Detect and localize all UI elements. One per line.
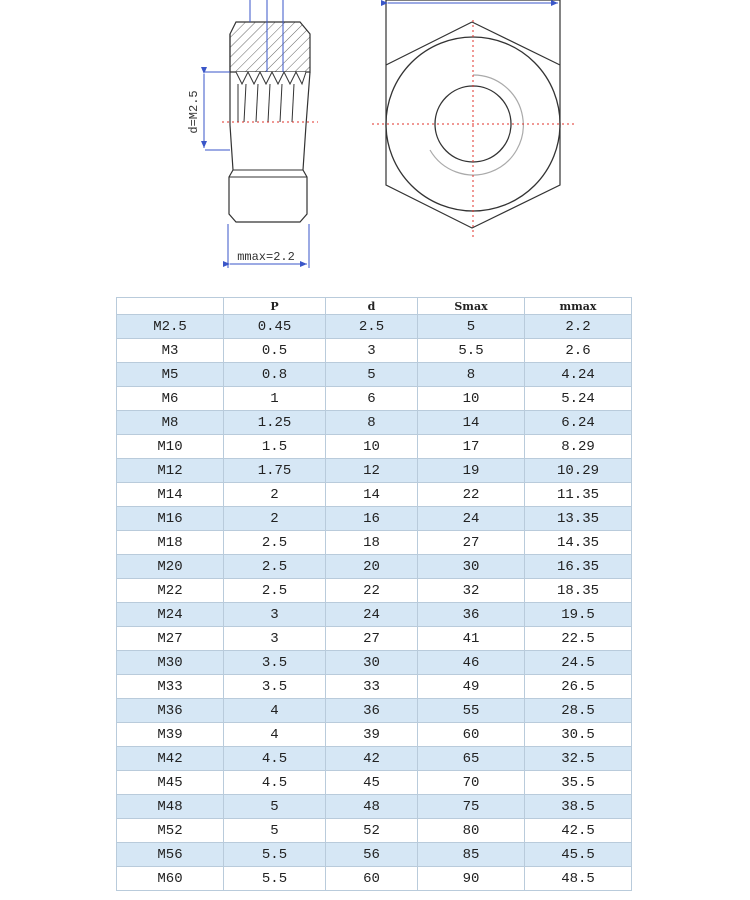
header-smax: Smax — [418, 298, 525, 315]
cell-smax: 27 — [418, 531, 525, 555]
cell-mmax: 22.5 — [525, 627, 632, 651]
cell-diameter: 27 — [326, 627, 418, 651]
cell-size: M14 — [117, 483, 224, 507]
cell-smax: 85 — [418, 843, 525, 867]
cell-mmax: 26.5 — [525, 675, 632, 699]
header-size — [117, 298, 224, 315]
header-mmax: mmax — [525, 298, 632, 315]
cell-diameter: 2.5 — [326, 315, 418, 339]
cell-smax: 41 — [418, 627, 525, 651]
cell-diameter: 45 — [326, 771, 418, 795]
cell-smax: 65 — [418, 747, 525, 771]
cell-size: M56 — [117, 843, 224, 867]
cell-mmax: 10.29 — [525, 459, 632, 483]
cell-size: M8 — [117, 411, 224, 435]
cell-size: M24 — [117, 603, 224, 627]
cell-pitch: 3 — [224, 627, 326, 651]
cell-pitch: 5.5 — [224, 867, 326, 891]
cell-size: M5 — [117, 363, 224, 387]
cell-smax: 32 — [418, 579, 525, 603]
cell-smax: 46 — [418, 651, 525, 675]
cell-mmax: 30.5 — [525, 723, 632, 747]
cell-size: M3 — [117, 339, 224, 363]
table-row — [117, 435, 632, 459]
cell-diameter: 14 — [326, 483, 418, 507]
table-row — [117, 795, 632, 819]
cell-smax: 70 — [418, 771, 525, 795]
cell-diameter: 10 — [326, 435, 418, 459]
cell-smax: 10 — [418, 387, 525, 411]
cell-mmax: 19.5 — [525, 603, 632, 627]
cell-diameter: 24 — [326, 603, 418, 627]
cell-diameter: 3 — [326, 339, 418, 363]
cell-diameter: 18 — [326, 531, 418, 555]
cell-pitch: 0.5 — [224, 339, 326, 363]
cell-smax: 90 — [418, 867, 525, 891]
cell-smax: 24 — [418, 507, 525, 531]
cell-mmax: 28.5 — [525, 699, 632, 723]
cell-smax: 5.5 — [418, 339, 525, 363]
cell-mmax: 2.2 — [525, 315, 632, 339]
cell-pitch: 3.5 — [224, 651, 326, 675]
table-row — [117, 603, 632, 627]
cell-pitch: 4 — [224, 699, 326, 723]
table-row — [117, 771, 632, 795]
cell-pitch: 4 — [224, 723, 326, 747]
cell-size: M39 — [117, 723, 224, 747]
nut-dimensions-table — [116, 297, 632, 891]
table-row — [117, 651, 632, 675]
cell-diameter: 33 — [326, 675, 418, 699]
cell-mmax: 48.5 — [525, 867, 632, 891]
cell-size: M10 — [117, 435, 224, 459]
section-hatch-upper — [230, 22, 310, 72]
cell-pitch: 5 — [224, 819, 326, 843]
cell-diameter: 5 — [326, 363, 418, 387]
table-row — [117, 411, 632, 435]
hex-nut-technical-drawing — [0, 0, 750, 280]
cell-pitch: 5 — [224, 795, 326, 819]
cell-smax: 5 — [418, 315, 525, 339]
cell-size: M22 — [117, 579, 224, 603]
cell-diameter: 22 — [326, 579, 418, 603]
cell-mmax: 8.29 — [525, 435, 632, 459]
cell-diameter: 16 — [326, 507, 418, 531]
cell-size: M12 — [117, 459, 224, 483]
cell-diameter: 39 — [326, 723, 418, 747]
cell-diameter: 56 — [326, 843, 418, 867]
table-row — [117, 699, 632, 723]
thread-profile — [236, 72, 306, 122]
table-header-row — [117, 298, 632, 315]
cell-smax: 80 — [418, 819, 525, 843]
cell-smax: 36 — [418, 603, 525, 627]
cell-diameter: 8 — [326, 411, 418, 435]
cell-mmax: 14.35 — [525, 531, 632, 555]
table-row — [117, 363, 632, 387]
table-row — [117, 627, 632, 651]
cell-pitch: 1 — [224, 387, 326, 411]
table-row — [117, 387, 632, 411]
header-diameter: d — [326, 298, 418, 315]
cell-mmax: 24.5 — [525, 651, 632, 675]
cell-diameter: 52 — [326, 819, 418, 843]
cell-pitch: 5.5 — [224, 843, 326, 867]
cell-diameter: 42 — [326, 747, 418, 771]
cell-size: M36 — [117, 699, 224, 723]
cell-mmax: 38.5 — [525, 795, 632, 819]
cell-mmax: 18.35 — [525, 579, 632, 603]
cell-pitch: 2.5 — [224, 531, 326, 555]
cell-pitch: 1.5 — [224, 435, 326, 459]
table-row — [117, 315, 632, 339]
cell-mmax: 13.35 — [525, 507, 632, 531]
cell-pitch: 4.5 — [224, 771, 326, 795]
cell-diameter: 48 — [326, 795, 418, 819]
cell-pitch: 0.45 — [224, 315, 326, 339]
table-row — [117, 555, 632, 579]
cell-pitch: 2.5 — [224, 555, 326, 579]
cell-mmax: 35.5 — [525, 771, 632, 795]
table-row — [117, 483, 632, 507]
cell-pitch: 3.5 — [224, 675, 326, 699]
table-row — [117, 531, 632, 555]
cell-mmax: 32.5 — [525, 747, 632, 771]
cell-mmax: 42.5 — [525, 819, 632, 843]
cell-mmax: 45.5 — [525, 843, 632, 867]
table-row — [117, 843, 632, 867]
cell-diameter: 6 — [326, 387, 418, 411]
cell-diameter: 20 — [326, 555, 418, 579]
cell-mmax: 16.35 — [525, 555, 632, 579]
cell-smax: 55 — [418, 699, 525, 723]
cell-size: M6 — [117, 387, 224, 411]
table-row — [117, 819, 632, 843]
cell-pitch: 1.25 — [224, 411, 326, 435]
cell-pitch: 2.5 — [224, 579, 326, 603]
cell-diameter: 12 — [326, 459, 418, 483]
cell-mmax: 11.35 — [525, 483, 632, 507]
cell-pitch: 4.5 — [224, 747, 326, 771]
cell-size: M18 — [117, 531, 224, 555]
table-row — [117, 675, 632, 699]
label-d-dimension: d=M2.5 — [187, 90, 201, 134]
cell-diameter: 30 — [326, 651, 418, 675]
cell-smax: 60 — [418, 723, 525, 747]
cell-size: M60 — [117, 867, 224, 891]
cell-pitch: 2 — [224, 483, 326, 507]
cell-smax: 17 — [418, 435, 525, 459]
cell-smax: 49 — [418, 675, 525, 699]
table-body — [117, 315, 632, 891]
table-row — [117, 507, 632, 531]
cell-mmax: 4.24 — [525, 363, 632, 387]
table-row — [117, 459, 632, 483]
cell-smax: 19 — [418, 459, 525, 483]
table-row — [117, 579, 632, 603]
cell-smax: 75 — [418, 795, 525, 819]
cell-pitch: 3 — [224, 603, 326, 627]
nut-side-view — [187, 0, 318, 268]
table-row — [117, 867, 632, 891]
cell-smax: 14 — [418, 411, 525, 435]
cell-mmax: 2.6 — [525, 339, 632, 363]
cell-pitch: 1.75 — [224, 459, 326, 483]
cell-size: M45 — [117, 771, 224, 795]
cell-diameter: 60 — [326, 867, 418, 891]
cell-mmax: 6.24 — [525, 411, 632, 435]
cell-size: M30 — [117, 651, 224, 675]
cell-smax: 8 — [418, 363, 525, 387]
header-pitch: P — [224, 298, 326, 315]
table-row — [117, 339, 632, 363]
cell-size: M42 — [117, 747, 224, 771]
cell-pitch: 0.8 — [224, 363, 326, 387]
label-mmax-dimension: mmax=2.2 — [237, 250, 295, 264]
cell-size: M27 — [117, 627, 224, 651]
cell-size: M2.5 — [117, 315, 224, 339]
table-row — [117, 747, 632, 771]
table-row — [117, 723, 632, 747]
cell-size: M33 — [117, 675, 224, 699]
cell-size: M52 — [117, 819, 224, 843]
cell-size: M20 — [117, 555, 224, 579]
cell-diameter: 36 — [326, 699, 418, 723]
cell-size: M16 — [117, 507, 224, 531]
cell-mmax: 5.24 — [525, 387, 632, 411]
cell-smax: 30 — [418, 555, 525, 579]
cell-smax: 22 — [418, 483, 525, 507]
nut-front-view — [372, 0, 574, 238]
cell-size: M48 — [117, 795, 224, 819]
cell-pitch: 2 — [224, 507, 326, 531]
